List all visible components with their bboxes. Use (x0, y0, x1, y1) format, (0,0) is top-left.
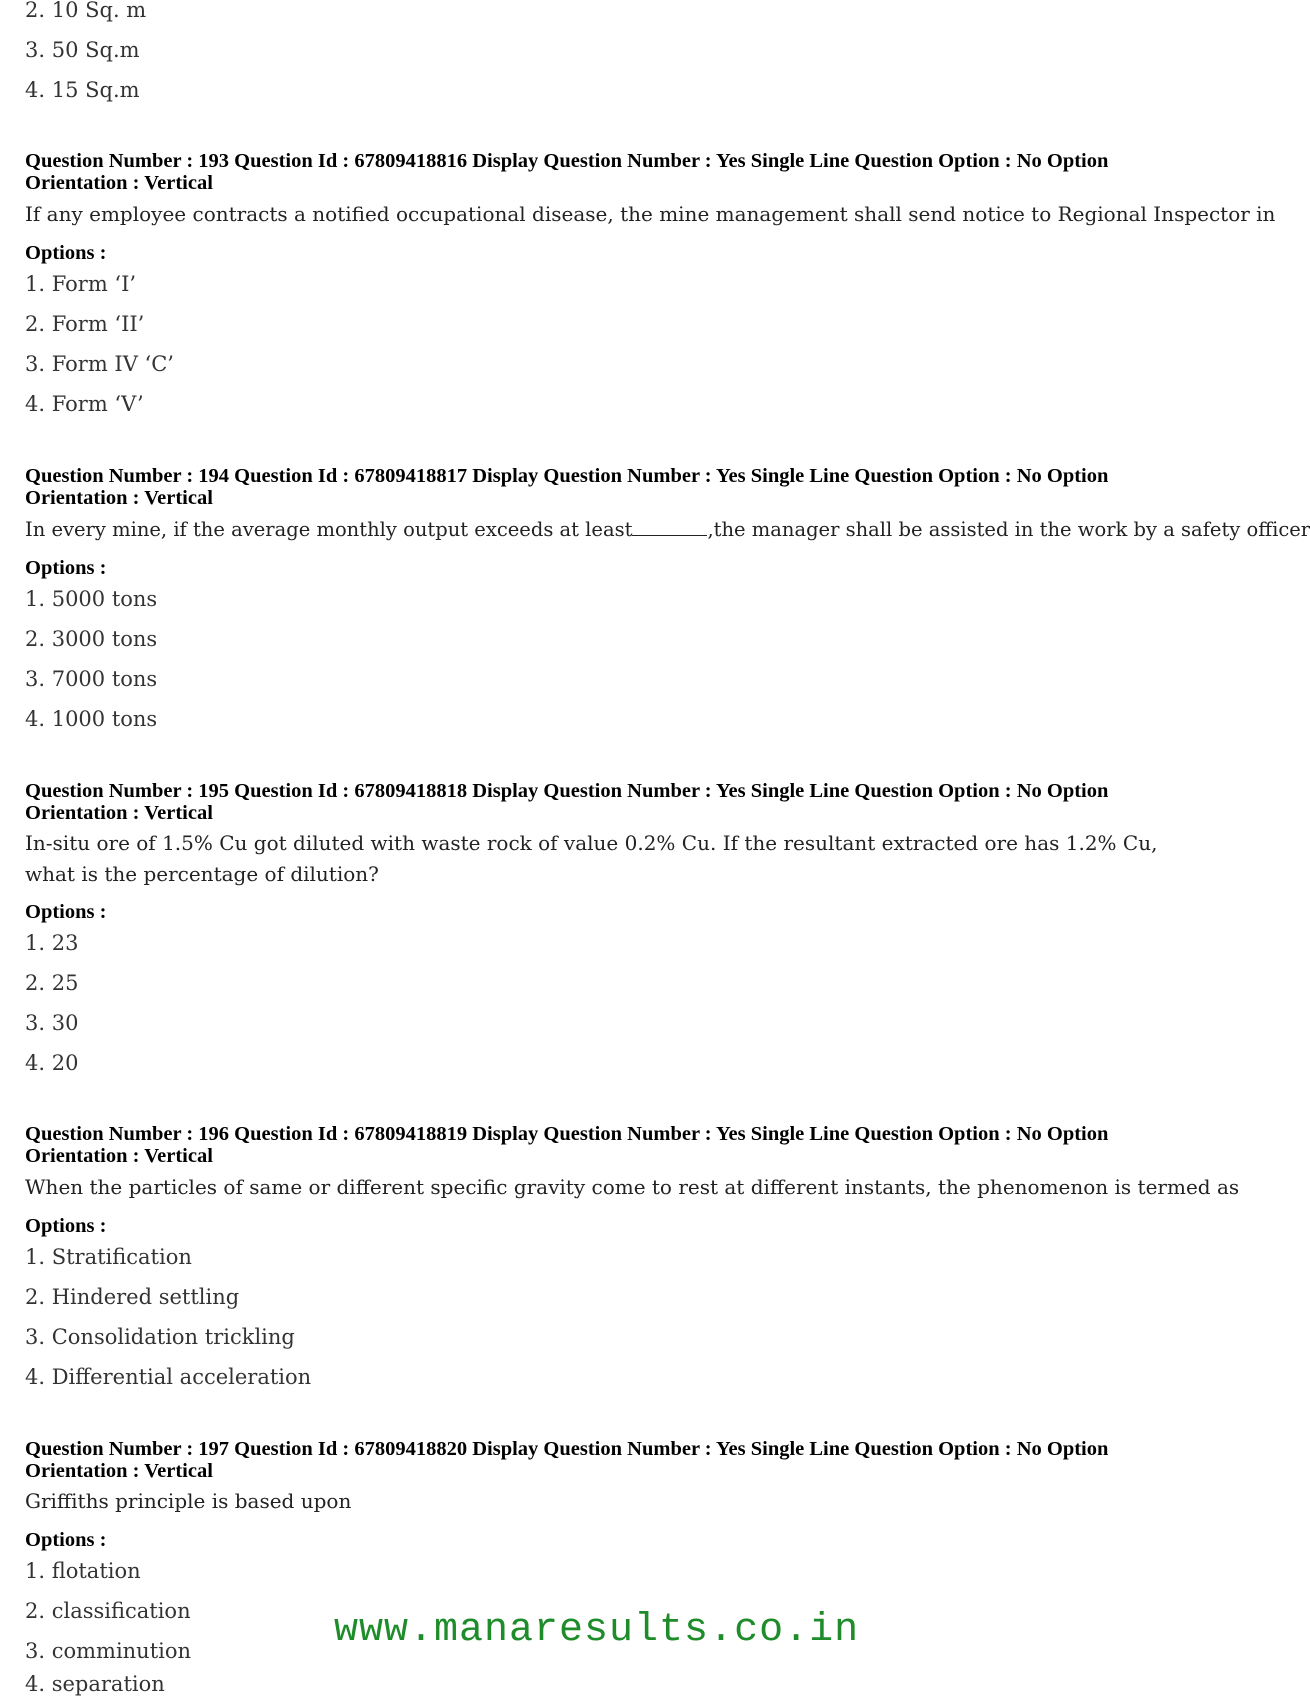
option-item: 3. 50 Sq.m (25, 38, 140, 62)
option-item: 1. Form ‘I’ (25, 272, 137, 296)
options-label: Options : (25, 1529, 107, 1551)
question-text-start: In every mine, if the average monthly output exceeds at least (25, 518, 633, 541)
option-item: 4. 15 Sq.m (25, 78, 140, 102)
question-text: If any employee contracts a notified occupational disease, the mine management shall send notice to Regional Inspector in (25, 202, 1276, 226)
option-item: 2. 3000 tons (25, 627, 158, 651)
option-item: 4. Form ‘V’ (25, 392, 144, 416)
question-text: Griffiths principle is based upon (25, 1489, 352, 1513)
option-item: 4. 20 (25, 1051, 79, 1075)
question-text: When the particles of same or different specific gravity come to rest at different instants, the phenomenon is termed as (25, 1175, 1240, 1199)
option-item: 3. 7000 tons (25, 667, 158, 691)
option-item: 4. 1000 tons (25, 707, 158, 731)
option-item: 2. 25 (25, 971, 79, 995)
option-item: 2. classification (25, 1599, 191, 1623)
question-meta (25, 1438, 1195, 1482)
question-meta-line2: Orientation : Vertical (25, 1145, 213, 1167)
option-item: 2. 10 Sq. m (25, 0, 147, 22)
option-item: 3. 30 (25, 1011, 79, 1035)
question-meta (25, 780, 1195, 824)
question-meta-line1: Question Number : 197 Question Id : 67809418820 Display Question Number : Yes Single Line Question Option : No Option (25, 1438, 1109, 1460)
question-meta-line1: Question Number : 195 Question Id : 67809418818 Display Question Number : Yes Single Line Question Option : No Option (25, 780, 1109, 802)
answer-blank (632, 517, 707, 536)
option-item: 4. Differential acceleration (25, 1365, 312, 1389)
options-label: Options : (25, 901, 107, 923)
website-watermark: www.manaresults.co.in (334, 1608, 860, 1653)
question-meta (25, 150, 1195, 194)
options-label: Options : (25, 557, 107, 579)
option-item: 2. Form ‘II’ (25, 312, 145, 336)
question-meta-line1: Question Number : 194 Question Id : 67809418817 Display Question Number : Yes Single Line Question Option : No Option (25, 465, 1109, 487)
option-item: 1. flotation (25, 1559, 141, 1583)
options-label: Options : (25, 1215, 107, 1237)
option-item: 3. comminution (25, 1639, 192, 1663)
option-item: 4. separation (25, 1672, 165, 1696)
question-meta-line2: Orientation : Vertical (25, 802, 213, 824)
option-item: 1. 5000 tons (25, 587, 158, 611)
question-meta-line2: Orientation : Vertical (25, 1460, 213, 1482)
question-text: In-situ ore of 1.5% Cu got diluted with waste rock of value 0.2% Cu. If the resultant extracted ore has 1.2% Cu, what is the percentage of dilution? (25, 831, 1158, 886)
question-text (25, 514, 1310, 545)
option-item: 1. 23 (25, 931, 79, 955)
option-item: 3. Form IV ‘C’ (25, 352, 174, 376)
option-item: 2. Hindered settling (25, 1285, 240, 1309)
options-label: Options : (25, 242, 107, 264)
question-text-end: ,the manager shall be assisted in the work by a safety officer (707, 518, 1310, 541)
question-meta-line1: Question Number : 196 Question Id : 67809418819 Display Question Number : Yes Single Line Question Option : No Option (25, 1123, 1109, 1145)
option-item: 1. Stratification (25, 1245, 192, 1269)
question-meta-line2: Orientation : Vertical (25, 487, 213, 509)
question-meta (25, 465, 1195, 509)
option-item: 3. Consolidation trickling (25, 1325, 295, 1349)
question-meta (25, 1123, 1195, 1167)
question-meta-line2: Orientation : Vertical (25, 172, 213, 194)
question-meta-line1: Question Number : 193 Question Id : 67809418816 Display Question Number : Yes Single Line Question Option : No Option (25, 150, 1109, 172)
